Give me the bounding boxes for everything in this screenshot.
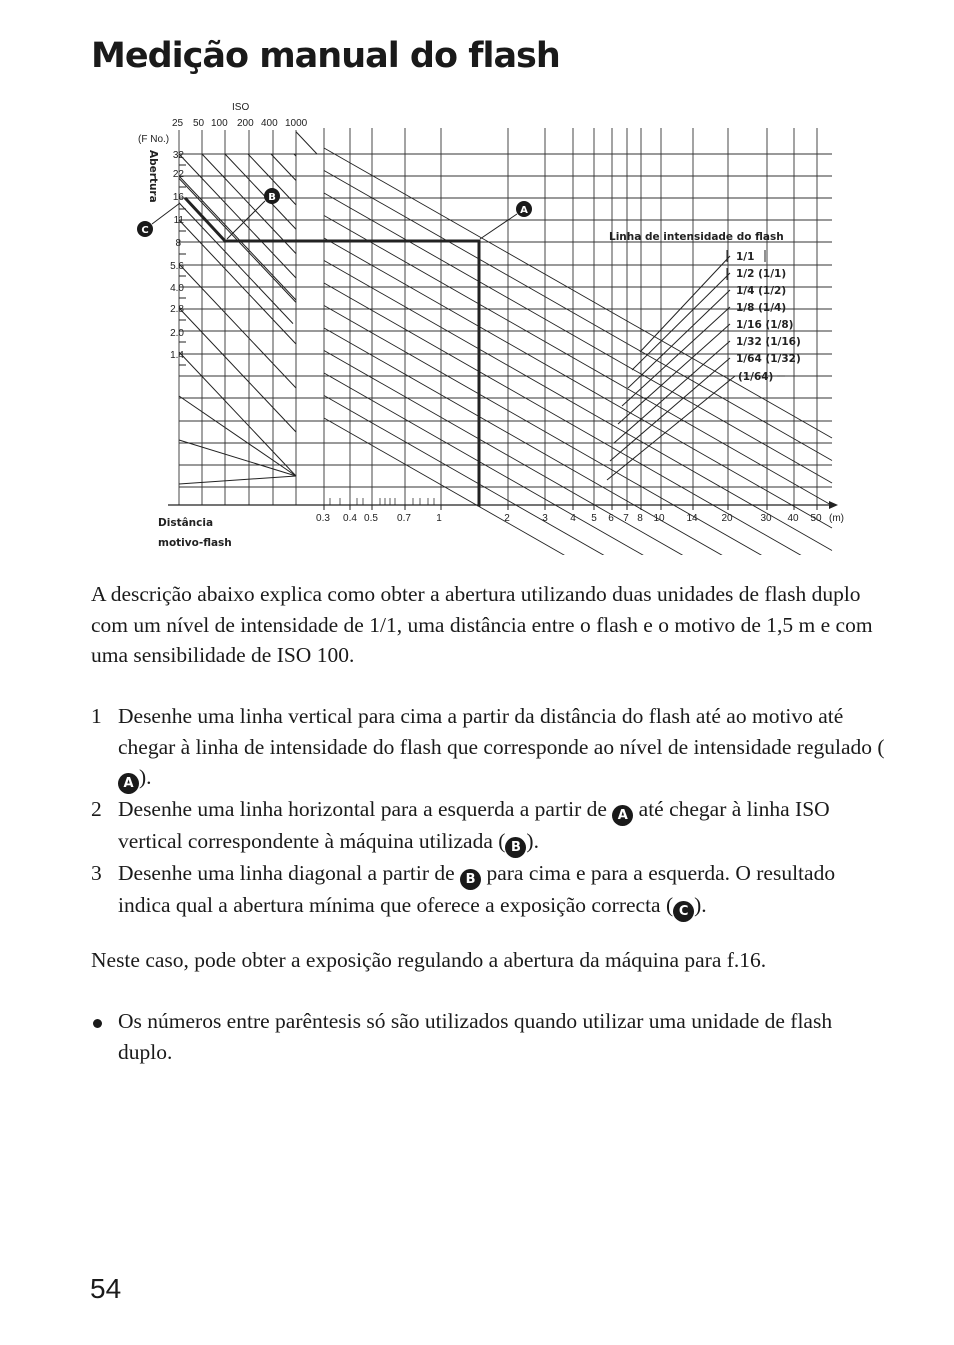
- aperture-axis-label: Abertura: [147, 150, 159, 203]
- iso-value: 25: [172, 118, 184, 129]
- iso-diagonal-line: [179, 203, 293, 324]
- distance-value: 6: [608, 513, 614, 524]
- step-item: [91, 858, 891, 922]
- flash-level-line: [324, 396, 832, 556]
- step-text: Desenhe uma linha vertical para cima a partir da distância do flash até ao motivo até chegar à linha de intensidade do flash que corresponde ao nível de intensidade regulado (: [118, 704, 885, 759]
- flash-level-label: 1/32 (1/16): [736, 336, 801, 348]
- fine-tick-lines: [330, 498, 434, 505]
- fno-value: 2.8: [170, 304, 184, 315]
- distance-value: 5: [591, 513, 597, 524]
- iso-value: 400: [261, 118, 278, 129]
- fno-value: 2.0: [170, 328, 184, 339]
- fno-value: 11: [173, 215, 184, 226]
- distance-value: 0.7: [397, 513, 411, 524]
- step-number: 2: [91, 797, 102, 821]
- flash-level-label: 1/8 (1/4): [736, 302, 787, 314]
- steps-list: [91, 701, 891, 922]
- marker-a: [516, 201, 532, 217]
- fno-value: 1.4: [170, 350, 184, 361]
- marker-a-leader: [480, 214, 517, 239]
- iso-diagonal-line: [271, 154, 296, 181]
- flash-level-leader: [632, 273, 730, 370]
- marker-c-badge: C: [673, 901, 694, 922]
- iso-axis-label: ISO: [232, 102, 250, 113]
- distance-axis-label-line1: Distância: [158, 517, 214, 529]
- distance-axis-label-line2: motivo-flash: [158, 537, 232, 549]
- flash-level-label: 1/4 (1/2): [736, 285, 787, 297]
- page-title: Medição manual do flash: [91, 36, 560, 76]
- distance-value: 8: [637, 513, 643, 524]
- flash-level-label: 1/64 (1/32): [736, 353, 801, 365]
- fno-value: 16: [172, 192, 184, 203]
- iso-diagonal-line: [225, 154, 296, 229]
- distance-value: 30: [760, 513, 772, 524]
- marker-b-badge: B: [505, 837, 526, 858]
- fno-value: 22: [172, 169, 184, 180]
- bullet-dot-icon: [93, 1019, 102, 1028]
- flash-metering-nomogram: [130, 95, 860, 555]
- marker-b-badge: B: [460, 869, 481, 890]
- step-item: [91, 701, 891, 794]
- distance-value: 40: [787, 513, 799, 524]
- iso-value: 50: [193, 118, 205, 129]
- marker-a-letter: A: [520, 205, 528, 216]
- distance-axis: [168, 501, 838, 509]
- iso-diagonal-line: [296, 132, 317, 154]
- iso-value: 100: [211, 118, 228, 129]
- flash-line-title: Linha de intensidade do flash: [609, 231, 784, 243]
- fno-value: 8: [175, 238, 181, 249]
- step-text-middle: até chegar à linha ISO vertical correspondente à máquina utilizada (: [118, 797, 830, 853]
- axis-arrow-icon: [829, 501, 838, 509]
- distance-value: 14: [686, 513, 698, 524]
- step-text: Desenhe uma linha horizontal para a esquerda a partir de: [118, 797, 613, 821]
- distance-value: 1: [436, 513, 442, 524]
- conclusion-paragraph: Neste caso, pode obter a exposição regulando a abertura da máquina para f.16.: [91, 948, 767, 972]
- fno-value: 4.0: [170, 283, 184, 294]
- distance-value: 4: [570, 513, 576, 524]
- step-number: 1: [91, 704, 102, 728]
- flash-level-leader: [640, 256, 730, 352]
- flash-level-line: [324, 238, 832, 528]
- page-number: 54: [90, 1273, 122, 1304]
- note-bullet: [91, 1006, 891, 1067]
- flash-level-line: [324, 373, 832, 555]
- flash-level-leader: [622, 307, 730, 406]
- distance-value: 10: [653, 513, 665, 524]
- distance-value: 20: [721, 513, 733, 524]
- iso-diagonal-line: [179, 476, 296, 484]
- marker-c: [137, 221, 153, 237]
- step-text-end: ).: [526, 829, 539, 853]
- step-text: Desenhe uma linha diagonal a partir de: [118, 861, 461, 885]
- step-item: [91, 794, 891, 858]
- step-number: 3: [91, 861, 102, 885]
- distance-value: 0.3: [316, 513, 330, 524]
- marker-c-letter: C: [141, 225, 149, 236]
- fno-value: 32: [172, 150, 184, 161]
- distance-value: 2: [504, 513, 510, 524]
- distance-value: 0.5: [364, 513, 378, 524]
- step-text-end: ).: [694, 893, 707, 917]
- fno-axis-label: (F No.): [138, 134, 170, 145]
- fno-value: 5.6: [170, 261, 184, 272]
- iso-diagonal-line: [179, 154, 296, 278]
- distance-unit: (m): [829, 513, 844, 524]
- intro-paragraph: A descrição abaixo explica como obter a abertura utilizando duas unidades de flash duplo com um nível de intensidade de 1/1, uma distância entre o flash e o motivo de 1,5 m e com uma sensibilidade de ISO 100.: [91, 582, 873, 667]
- iso-value: 1000: [285, 118, 308, 129]
- iso-value: 200: [237, 118, 254, 129]
- step-text-end: ).: [139, 765, 152, 789]
- marker-b-letter: B: [268, 192, 276, 203]
- flash-level-label: (1/64): [738, 371, 774, 383]
- flash-level-label: 1/16 (1/8): [736, 319, 794, 331]
- marker-b: [264, 188, 280, 204]
- flash-level-label: 1/1: [736, 251, 755, 263]
- flash-level-label: 1/2 (1/1): [736, 268, 787, 280]
- distance-value: 3: [542, 513, 548, 524]
- flash-level-leader: [618, 324, 730, 424]
- iso-diagonal-line: [179, 396, 296, 476]
- distance-value: 7: [623, 513, 629, 524]
- note-text: Os números entre parêntesis só são utilizados quando utilizar uma unidade de flash duplo.: [118, 1009, 833, 1064]
- step-text-middle: para cima e para a esquerda. O resultado indica qual a abertura mínima que oferece a exposição correcta (: [118, 861, 836, 917]
- flash-level-leader: [610, 358, 730, 461]
- marker-a-badge: A: [612, 805, 633, 826]
- marker-a-badge: A: [118, 773, 139, 794]
- distance-value: 50: [810, 513, 822, 524]
- distance-value: 0.4: [343, 513, 357, 524]
- flash-level-lines: [324, 148, 832, 555]
